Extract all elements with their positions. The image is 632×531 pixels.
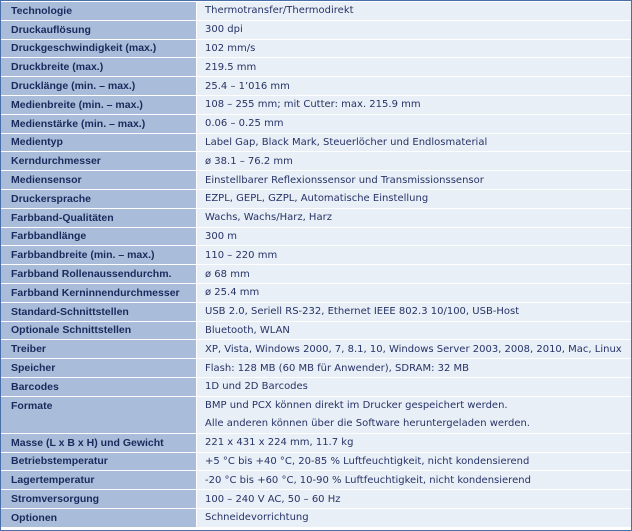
row-label: Drucklänge (min. – max.)	[1, 77, 197, 95]
row-label: Farbband Kerninnendurchmesser	[1, 284, 197, 302]
row-label: Farbbandlänge	[1, 228, 197, 246]
row-value: Label Gap, Black Mark, Steuerlöcher und Endlosmaterial	[197, 134, 631, 152]
row-value: 0.06 – 0.25 mm	[197, 115, 631, 133]
row-label: Stromversorgung	[1, 490, 197, 508]
row-label: Medientyp	[1, 134, 197, 152]
table-row	[1, 265, 631, 283]
table-row	[1, 40, 631, 58]
row-label: Formate	[1, 397, 197, 433]
row-label: Druckersprache	[1, 190, 197, 208]
table-row	[1, 490, 631, 508]
row-label: Masse (L x B x H) und Gewicht	[1, 434, 197, 452]
table-row	[1, 359, 631, 377]
row-label: Mediensensor	[1, 171, 197, 189]
row-label: Betriebstemperatur	[1, 453, 197, 471]
row-value: XP, Vista, Windows 2000, 7, 8.1, 10, Windows Server 2003, 2008, 2010, Mac, Linux	[197, 340, 631, 358]
row-value	[197, 397, 631, 433]
row-label: Farbbandbreite (min. – max.)	[1, 246, 197, 264]
row-value: 102 mm/s	[197, 40, 631, 58]
row-value: 1D und 2D Barcodes	[197, 378, 631, 396]
row-label: Optionale Schnittstellen	[1, 322, 197, 340]
table-row	[1, 21, 631, 39]
row-label: Druckauflösung	[1, 21, 197, 39]
row-label: Farbband-Qualitäten	[1, 209, 197, 227]
row-value: +5 °C bis +40 °C, 20-85 % Luftfeuchtigkeit, nicht kondensierend	[197, 453, 631, 471]
table-row	[1, 378, 631, 396]
row-value: ø 38.1 – 76.2 mm	[197, 152, 631, 170]
row-value: 25.4 – 1’016 mm	[197, 77, 631, 95]
spec-table	[1, 1, 631, 528]
row-label: Medienbreite (min. – max.)	[1, 96, 197, 114]
row-label: Standard-Schnittstellen	[1, 303, 197, 321]
row-value: USB 2.0, Seriell RS-232, Ethernet IEEE 802.3 10/100, USB-Host	[197, 303, 631, 321]
row-value: 100 – 240 V AC, 50 – 60 Hz	[197, 490, 631, 508]
table-row	[1, 284, 631, 302]
table-row	[1, 171, 631, 189]
table-row	[1, 96, 631, 114]
row-label: Lagertemperatur	[1, 471, 197, 489]
row-value: 219.5 mm	[197, 58, 631, 76]
table-row	[1, 58, 631, 76]
row-label: Treiber	[1, 340, 197, 358]
row-value: Bluetooth, WLAN	[197, 322, 631, 340]
row-value: Flash: 128 MB (60 MB für Anwender), SDRAM: 32 MB	[197, 359, 631, 377]
table-row	[1, 77, 631, 95]
row-value: ø 25.4 mm	[197, 284, 631, 302]
row-value: 108 – 255 mm; mit Cutter: max. 215.9 mm	[197, 96, 631, 114]
row-label: Barcodes	[1, 378, 197, 396]
table-row	[1, 434, 631, 452]
table-row	[1, 303, 631, 321]
row-value: ø 68 mm	[197, 265, 631, 283]
row-value: 221 x 431 x 224 mm, 11.7 kg	[197, 434, 631, 452]
table-row	[1, 115, 631, 133]
row-value: Wachs, Wachs/Harz, Harz	[197, 209, 631, 227]
table-row	[1, 152, 631, 170]
row-label: Technologie	[1, 2, 197, 20]
row-label: Optionen	[1, 509, 197, 527]
table-row	[1, 246, 631, 264]
row-value-line: Alle anderen können über die Software heruntergeladen werden.	[205, 417, 530, 429]
row-value: Thermotransfer/Thermodirekt	[197, 2, 631, 20]
table-row	[1, 2, 631, 20]
table-row	[1, 471, 631, 489]
table-row	[1, 453, 631, 471]
row-label: Medienstärke (min. – max.)	[1, 115, 197, 133]
row-label: Speicher	[1, 359, 197, 377]
row-label: Druckgeschwindigkeit (max.)	[1, 40, 197, 58]
row-value: Einstellbarer Reflexionssensor und Transmissionssensor	[197, 171, 631, 189]
row-value-line: BMP und PCX können direkt im Drucker gespeichert werden.	[205, 399, 508, 411]
row-value: Schneidevorrichtung	[197, 509, 631, 527]
row-value: 300 dpi	[197, 21, 631, 39]
table-row	[1, 340, 631, 358]
row-label: Farbband Rollenaussendurchm.	[1, 265, 197, 283]
table-row	[1, 190, 631, 208]
row-value: 300 m	[197, 228, 631, 246]
row-value: EZPL, GEPL, GZPL, Automatische Einstellung	[197, 190, 631, 208]
row-label: Druckbreite (max.)	[1, 58, 197, 76]
table-row	[1, 509, 631, 527]
table-row	[1, 322, 631, 340]
table-row	[1, 134, 631, 152]
table-row	[1, 209, 631, 227]
row-label: Kerndurchmesser	[1, 152, 197, 170]
table-row	[1, 397, 631, 433]
row-value: 110 – 220 mm	[197, 246, 631, 264]
row-value: -20 °C bis +60 °C, 10-90 % Luftfeuchtigkeit, nicht kondensierend	[197, 471, 631, 489]
table-row	[1, 228, 631, 246]
